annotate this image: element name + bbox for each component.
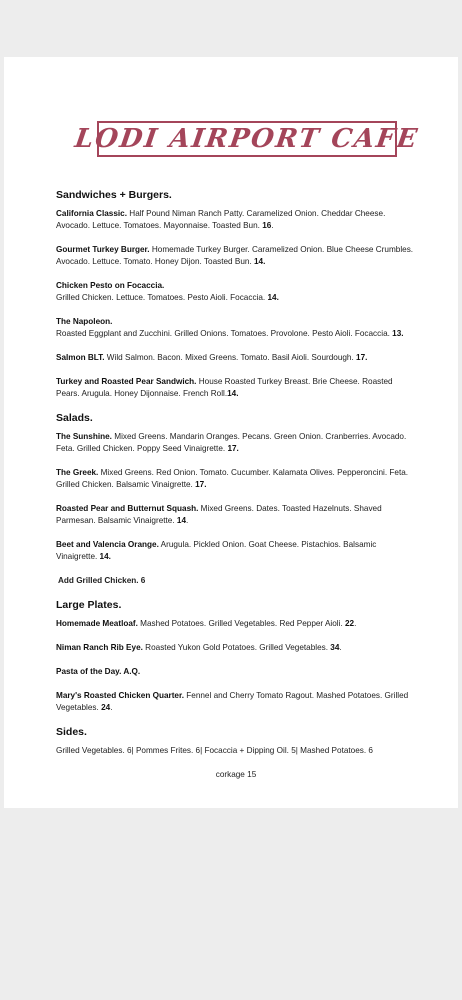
item-price: 14.	[227, 389, 239, 398]
item-description: Half Pound Niman Ranch Patty. Caramelized Onion. Cheddar Cheese. Avocado. Lettuce. Tomatoes. Mayonnaise. Toasted Bun.	[56, 209, 386, 230]
corkage-fee: corkage 15	[215, 770, 257, 779]
item-description: Arugula. Pickled Onion. Goat Cheese. Pistachios. Balsamic Vinaigrette.	[56, 540, 377, 561]
menu-item	[56, 666, 416, 678]
item-price: 14.	[99, 552, 111, 561]
item-name: California Classic.	[56, 209, 127, 218]
item-price: 17.	[356, 353, 368, 362]
item-name: Roasted Pear and Butternut Squash.	[56, 504, 199, 513]
item-price: 14	[176, 516, 187, 525]
item-price: 14.	[254, 257, 266, 266]
item-name: The Napoleon.	[56, 317, 113, 326]
item-description: Roasted Yukon Gold Potatoes. Grilled Vegetables.	[142, 643, 331, 652]
item-suffix: .	[354, 619, 357, 628]
menu-item	[56, 503, 416, 527]
item-description: Wild Salmon. Bacon. Mixed Greens. Tomato. Basil Aioli. Sourdough.	[104, 353, 357, 362]
item-name: Salmon BLT.	[56, 353, 105, 362]
item-description: Mixed Greens. Mandarin Oranges. Pecans. Green Onion. Cranberries. Avocado. Feta. Grilled Chicken. Poppy Seed Vinaigrette.	[56, 432, 407, 453]
item-price: 16	[262, 221, 272, 230]
logo-banner	[73, 121, 421, 157]
item-description: Homemade Turkey Burger. Caramelized Onion. Blue Cheese Crumbles. Avocado. Lettuce. Tomato. Honey Dijon. Toasted Bun.	[56, 245, 414, 266]
item-name: Gourmet Turkey Burger.	[56, 245, 150, 254]
item-name: The Greek.	[56, 468, 99, 477]
item-name: Pasta of the Day. A.Q.	[56, 667, 141, 676]
item-suffix: .	[110, 703, 113, 712]
item-description: House Roasted Turkey Breast. Brie Cheese. Roasted Pears. Arugula. Honey Dijonnaise. French Roll.	[56, 377, 393, 398]
menu-item	[56, 376, 416, 400]
item-name: The Sunshine.	[56, 432, 112, 441]
menu-item	[56, 467, 416, 491]
menu-content	[56, 189, 416, 779]
item-price: 14.	[267, 293, 279, 302]
item-price: 13.	[392, 329, 404, 338]
section-title-salads: Salads.	[56, 412, 93, 424]
menu-item	[56, 208, 416, 232]
item-name: Niman Ranch Rib Eye.	[56, 643, 143, 652]
menu-item	[56, 352, 416, 364]
logo-text: LODI AIRPORT CAFE	[73, 124, 421, 154]
menu-item	[56, 316, 416, 340]
menu-item	[56, 690, 416, 714]
item-name: Mary's Roasted Chicken Quarter.	[56, 691, 184, 700]
sides-list: Grilled Vegetables. 6| Pommes Frites. 6| Focaccia + Dipping Oil. 5| Mashed Potatoes. 6	[56, 746, 373, 755]
item-price: 17.	[227, 444, 239, 453]
item-name: Turkey and Roasted Pear Sandwich.	[56, 377, 197, 386]
item-suffix: .	[186, 516, 189, 525]
item-description: Grilled Chicken. Lettuce. Tomatoes. Pesto Aioli. Focaccia.	[56, 293, 268, 302]
menu-item	[56, 244, 416, 268]
menu-item	[56, 618, 416, 630]
addon-note: Add Grilled Chicken. 6	[58, 576, 146, 585]
section-title-sandwiches: Sandwiches + Burgers.	[56, 189, 172, 201]
item-description: Mixed Greens. Red Onion. Tomato. Cucumber. Kalamata Olives. Pepperoncini. Feta. Grilled Chicken. Balsamic Vinaigrette.	[56, 468, 409, 489]
item-price: 34	[330, 643, 340, 652]
item-price: 24	[101, 703, 111, 712]
menu-item	[56, 280, 416, 304]
section-title-sides: Sides.	[56, 726, 87, 738]
item-description: Fennel and Cherry Tomato Ragout. Mashed Potatoes. Grilled Vegetables.	[56, 691, 409, 712]
item-name: Beet and Valencia Orange.	[56, 540, 159, 549]
item-suffix: .	[339, 643, 342, 652]
item-suffix: .	[271, 221, 274, 230]
menu-item	[56, 539, 416, 563]
section-title-large-plates: Large Plates.	[56, 599, 122, 611]
menu-page	[4, 57, 458, 808]
item-description: Roasted Eggplant and Zucchini. Grilled Onions. Tomatoes. Provolone. Pesto Aioli. Focaccia.	[56, 329, 393, 338]
item-description: Mashed Potatoes. Grilled Vegetables. Red Pepper Aioli.	[137, 619, 345, 628]
item-description: Mixed Greens. Dates. Toasted Hazelnuts. Shaved Parmesan. Balsamic Vinaigrette.	[56, 504, 382, 525]
menu-item	[56, 431, 416, 455]
menu-item	[56, 642, 416, 654]
item-name: Homemade Meatloaf.	[56, 619, 138, 628]
item-price: 17.	[195, 480, 207, 489]
item-name: Chicken Pesto on Focaccia.	[56, 281, 165, 290]
item-price: 22	[345, 619, 355, 628]
